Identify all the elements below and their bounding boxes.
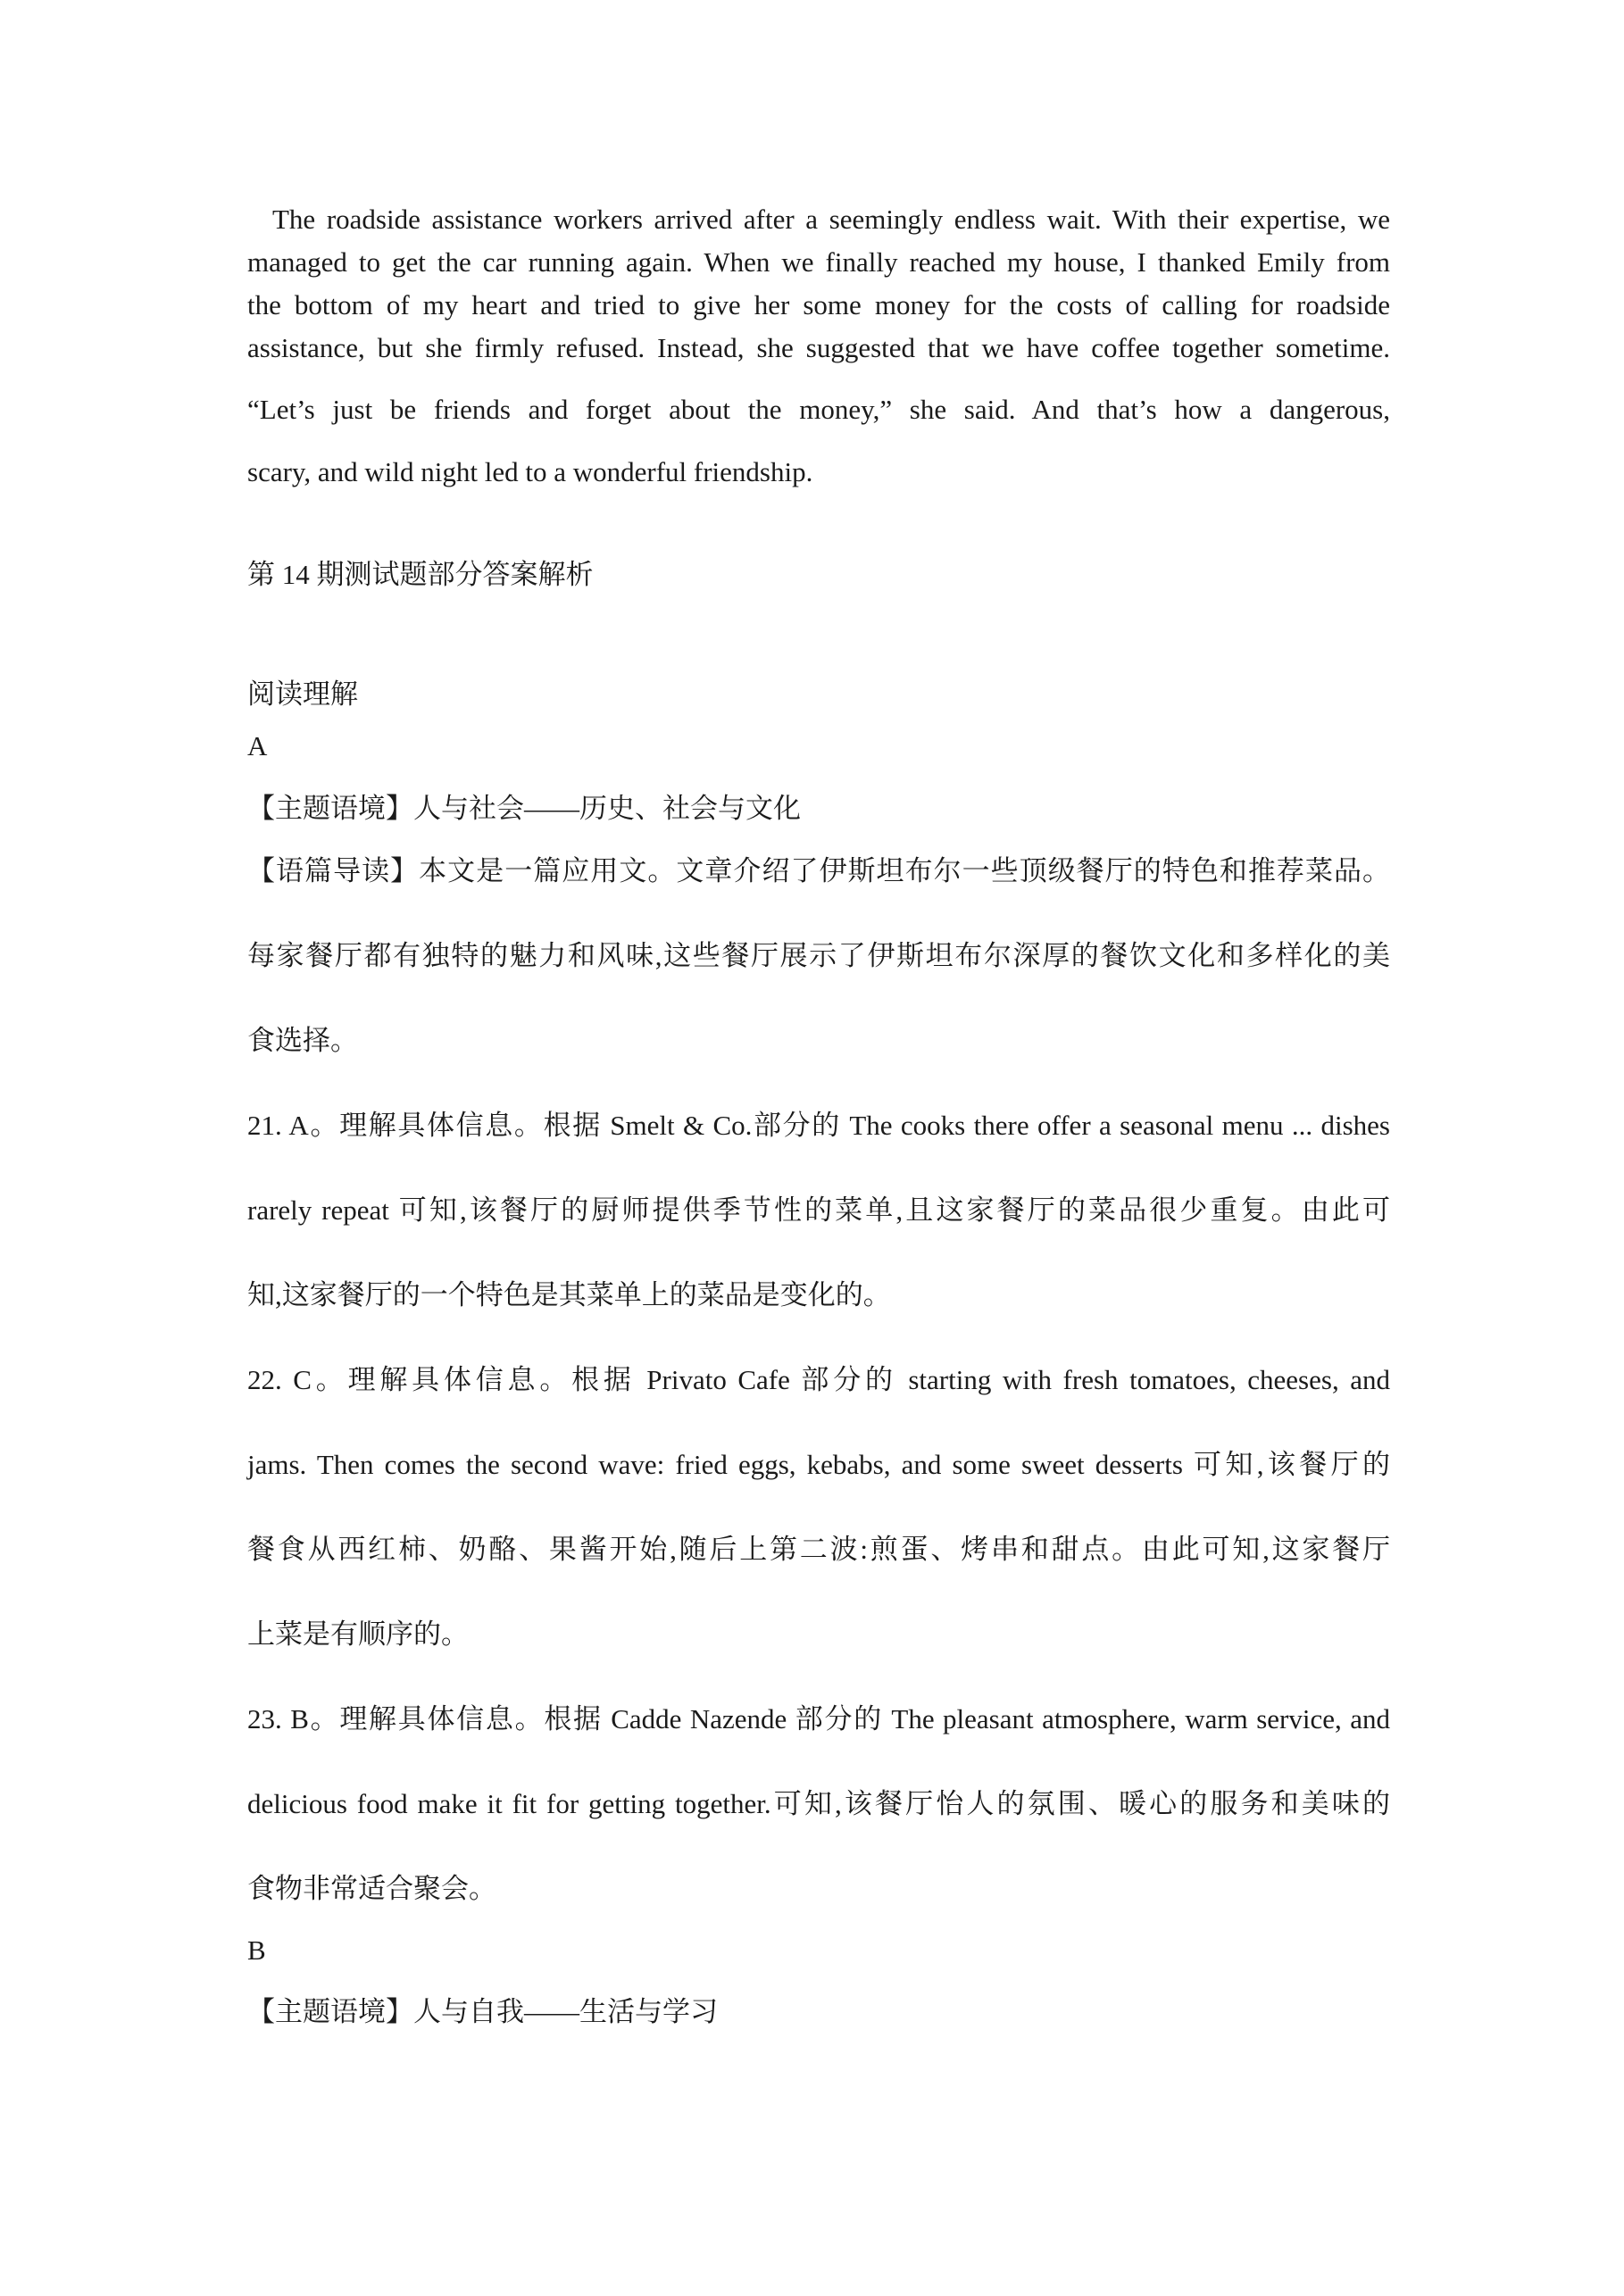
- part-a-guide: [247, 850, 1390, 1062]
- document-page: [247, 198, 1390, 2034]
- section-title: 第 14 期测试题部分答案解析: [247, 559, 594, 590]
- answer-line: 上菜是有顺序的。: [247, 1618, 469, 1650]
- story-line: scary, and wild night led to a wonderful friendship.: [247, 456, 813, 487]
- story-line: The roadside assistance workers arrived after a seemingly endless wait. With their expertise, we: [272, 204, 1390, 235]
- guide-line: 食选择。: [247, 1025, 358, 1056]
- answer-23: [247, 1698, 1390, 1910]
- reading-title: 阅读理解: [247, 678, 358, 710]
- part-a-theme: 【主题语境】人与社会——历史、社会与文化: [247, 793, 801, 824]
- answer-line: 22. C。理解具体信息。根据 Privato Cafe 部分的 starting with fresh tomatoes, cheeses, and: [247, 1364, 1390, 1395]
- story-line: assistance, but she firmly refused. Instead, she suggested that we have coffee together sometime.: [247, 332, 1390, 363]
- story-line: managed to get the car running again. When we finally reached my house, I thanked Emily from: [247, 246, 1390, 278]
- guide-line: 【语篇导读】本文是一篇应用文。文章介绍了伊斯坦布尔一些顶级餐厅的特色和推荐菜品。: [247, 855, 1390, 886]
- part-b-label: B: [247, 1934, 266, 1966]
- answer-line: delicious food make it fit for getting together.可知,该餐厅怡人的氛围、暖心的服务和美味的: [247, 1788, 1390, 1819]
- answer-line: jams. Then comes the second wave: fried eggs, kebabs, and some sweet desserts 可知,该餐厅的: [247, 1449, 1390, 1480]
- answer-line: 23. B。理解具体信息。根据 Cadde Nazende 部分的 The pleasant atmosphere, warm service, and: [247, 1703, 1390, 1734]
- answer-22: [247, 1359, 1390, 1656]
- guide-line: 每家餐厅都有独特的魅力和风味,这些餐厅展示了伊斯坦布尔深厚的餐饮文化和多样化的美: [247, 940, 1390, 971]
- story-paragraph: [247, 198, 1390, 494]
- story-line: the bottom of my heart and tried to give her some money for the costs of calling for roadside: [247, 289, 1390, 320]
- story-line: “Let’s just be friends and forget about the money,” she said. And that’s how a dangerous,: [247, 394, 1390, 425]
- part-b-theme: 【主题语境】人与自我——生活与学习: [247, 1996, 718, 2027]
- answer-line: 食物非常适合聚会。: [247, 1873, 496, 1904]
- answer-line: 餐食从西红柿、奶酪、果酱开始,随后上第二波:煎蛋、烤串和甜点。由此可知,这家餐厅: [247, 1534, 1390, 1565]
- answer-21: [247, 1104, 1390, 1317]
- part-a-label: A: [247, 730, 268, 761]
- answer-line: 知,这家餐厅的一个特色是其菜单上的菜品是变化的。: [247, 1279, 891, 1310]
- answer-line: 21. A。理解具体信息。根据 Smelt & Co.部分的 The cooks there offer a seasonal menu ... dishes: [247, 1110, 1390, 1141]
- answer-line: rarely repeat 可知,该餐厅的厨师提供季节性的菜单,且这家餐厅的菜品很少重复。由此可: [247, 1194, 1390, 1226]
